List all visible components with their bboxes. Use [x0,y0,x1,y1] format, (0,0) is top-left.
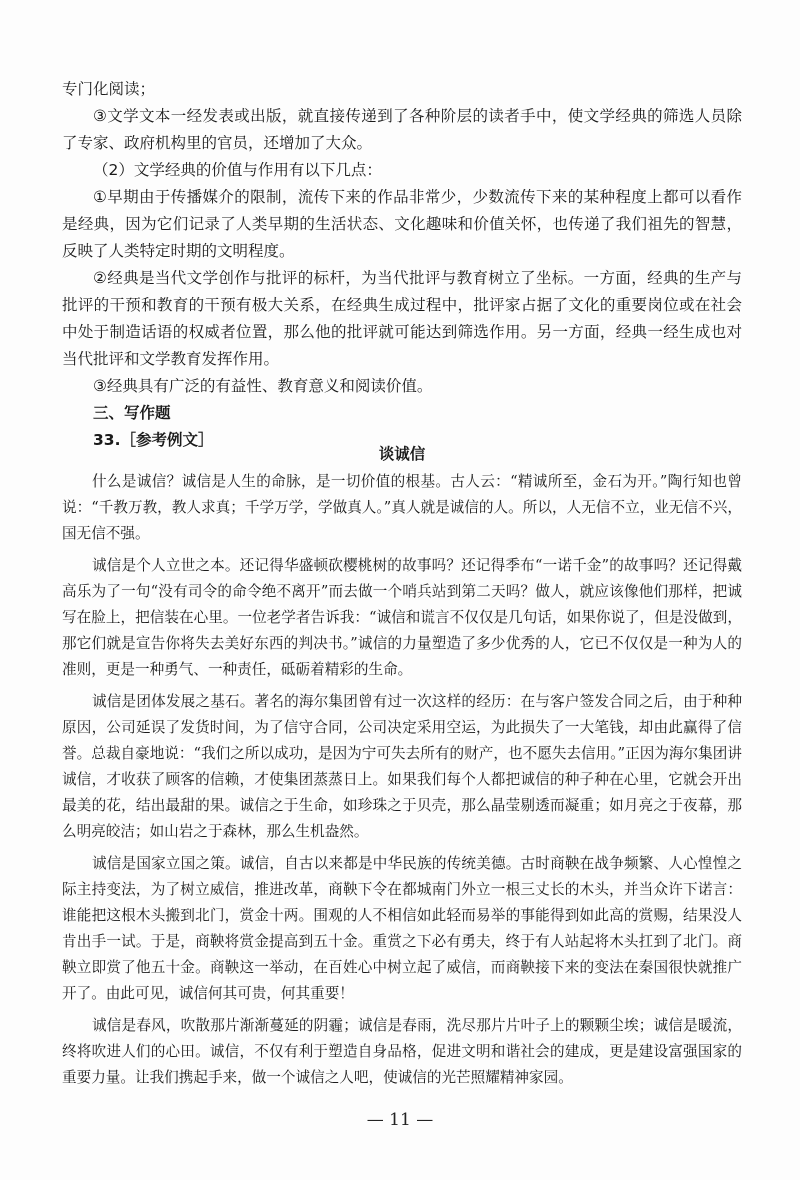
section-2-heading: （2）文学经典的价值与作用有以下几点： [93,161,382,179]
value-point-2: ②经典是当代文学创作与批评的标杆，为当代批评与教育树立了坐标。一方面，经典的生产与批评的干预和教育的干预有极大关系，在经典生成过程中，批评家占据了文化的重要岗位或在社会中处于制造话语的权威者位置，那么他的批评就可能达到筛选作用。另一方面，经典一经生成也对当代批评和文学教育发挥作用。 [62,269,742,368]
question-33-label: 33.［参考例文］ [93,431,214,449]
selection-point-3: ③文学文本一经发表或出版，就直接传递到了各种阶层的读者手中，使文学经典的筛选人员除了专家、政府机构里的官员，还增加了大众。 [62,107,742,152]
essay-paragraph: 什么是诚信？诚信是人生的命脉，是一切价值的根基。古人云：“精诚所至，金石为开。”陶行知也曾说：“千教万教，教人求真；千学万学，学做真人。”真人就是诚信的人。所以，人无信不立，业无信不兴，国无信不强。 [62,473,742,542]
value-point-3: ③经典具有广泛的有益性、教育意义和阅读价值。 [93,377,433,395]
continued-line: 专门化阅读； [62,80,156,98]
essay-paragraph: 诚信是个人立世之本。还记得华盛顿砍樱桃树的故事吗？还记得季布“一诺千金”的故事吗？还记得戴高乐为了一句“没有司令的命令绝不离开”而去做一个哨兵站到第二天吗？做人，就应该像他们那样，把诚写在脸上，把信装在心里。一位老学者告诉我：“诚信和谎言不仅仅是几句话，如果你说了，但是没做到，那它们就是宣告你将失去美好东西的判决书。”诚信的力量塑造了多少优秀的人，它已不仅仅是一种为人的准则，更是一种勇气、一种责任，砥砺着精彩的生命。 [62,557,742,678]
page-number: — 11 — [366,1110,434,1130]
essay-paragraph: 诚信是团体发展之基石。著名的海尔集团曾有过一次这样的经历：在与客户签发合同之后，由于种种原因，公司延误了发货时间，为了信守合同，公司决定采用空运，为此损失了一大笔钱，却由此赢得了信誉。总裁自豪地说：“我们之所以成功，是因为宁可失去所有的财产，也不愿失去信用。”正因为海尔集团讲诚信，才收获了顾客的信赖，才使集团蒸蒸日上。如果我们每个人都把诚信的种子种在心里，它就会开出最美的花，结出最甜的果。诚信之于生命，如珍珠之于贝壳，那么晶莹剔透而凝重；如月亮之于夜幕，那么明亮皎洁；如山岩之于森林，那么生机盎然。 [62,693,742,840]
essay-paragraph: 诚信是春风，吹散那片渐渐蔓延的阴霾；诚信是春雨，洗尽那片片叶子上的颗颗尘埃；诚信是暖流，终将吹进人们的心田。诚信，不仅有利于塑造自身品格，促进文明和谐社会的建成，更是建设富强国家的重要力量。让我们携起手来，做一个诚信之人吧，使诚信的光芒照耀精神家园。 [62,1017,742,1086]
answer-key-section [62,76,742,454]
sample-essay [62,441,742,1091]
essay-paragraph: 诚信是国家立国之策。诚信，自古以来都是中华民族的传统美德。古时商鞅在战争频繁、人心惶惶之际主持变法，为了树立威信，推进改革，商鞅下令在都城南门外立一根三丈长的木头，并当众许下诺言：谁能把这根木头搬到北门，赏金十两。围观的人不相信如此轻而易举的事能得到如此高的赏赐，结果没人肯出手一试。于是，商鞅将赏金提高到五十金。重赏之下必有勇夫，终于有人站起将木头扛到了北门。商鞅立即赏了他五十金。商鞅这一举动，在百姓心中树立起了威信，而商鞅接下来的变法在秦国很快就推广开了。由此可见，诚信何其可贵，何其重要！ [62,855,742,1002]
value-point-1: ①早期由于传播媒介的限制，流传下来的作品非常少，少数流传下来的某种程度上都可以看作是经典，因为它们记录了人类早期的生活状态、文化趣味和价值关怀，也传递了我们祖先的智慧，反映了人类特定时期的文明程度。 [62,188,742,260]
writing-section-heading: 三、写作题 [93,404,171,422]
essay-title: 谈诚信 [378,445,426,463]
